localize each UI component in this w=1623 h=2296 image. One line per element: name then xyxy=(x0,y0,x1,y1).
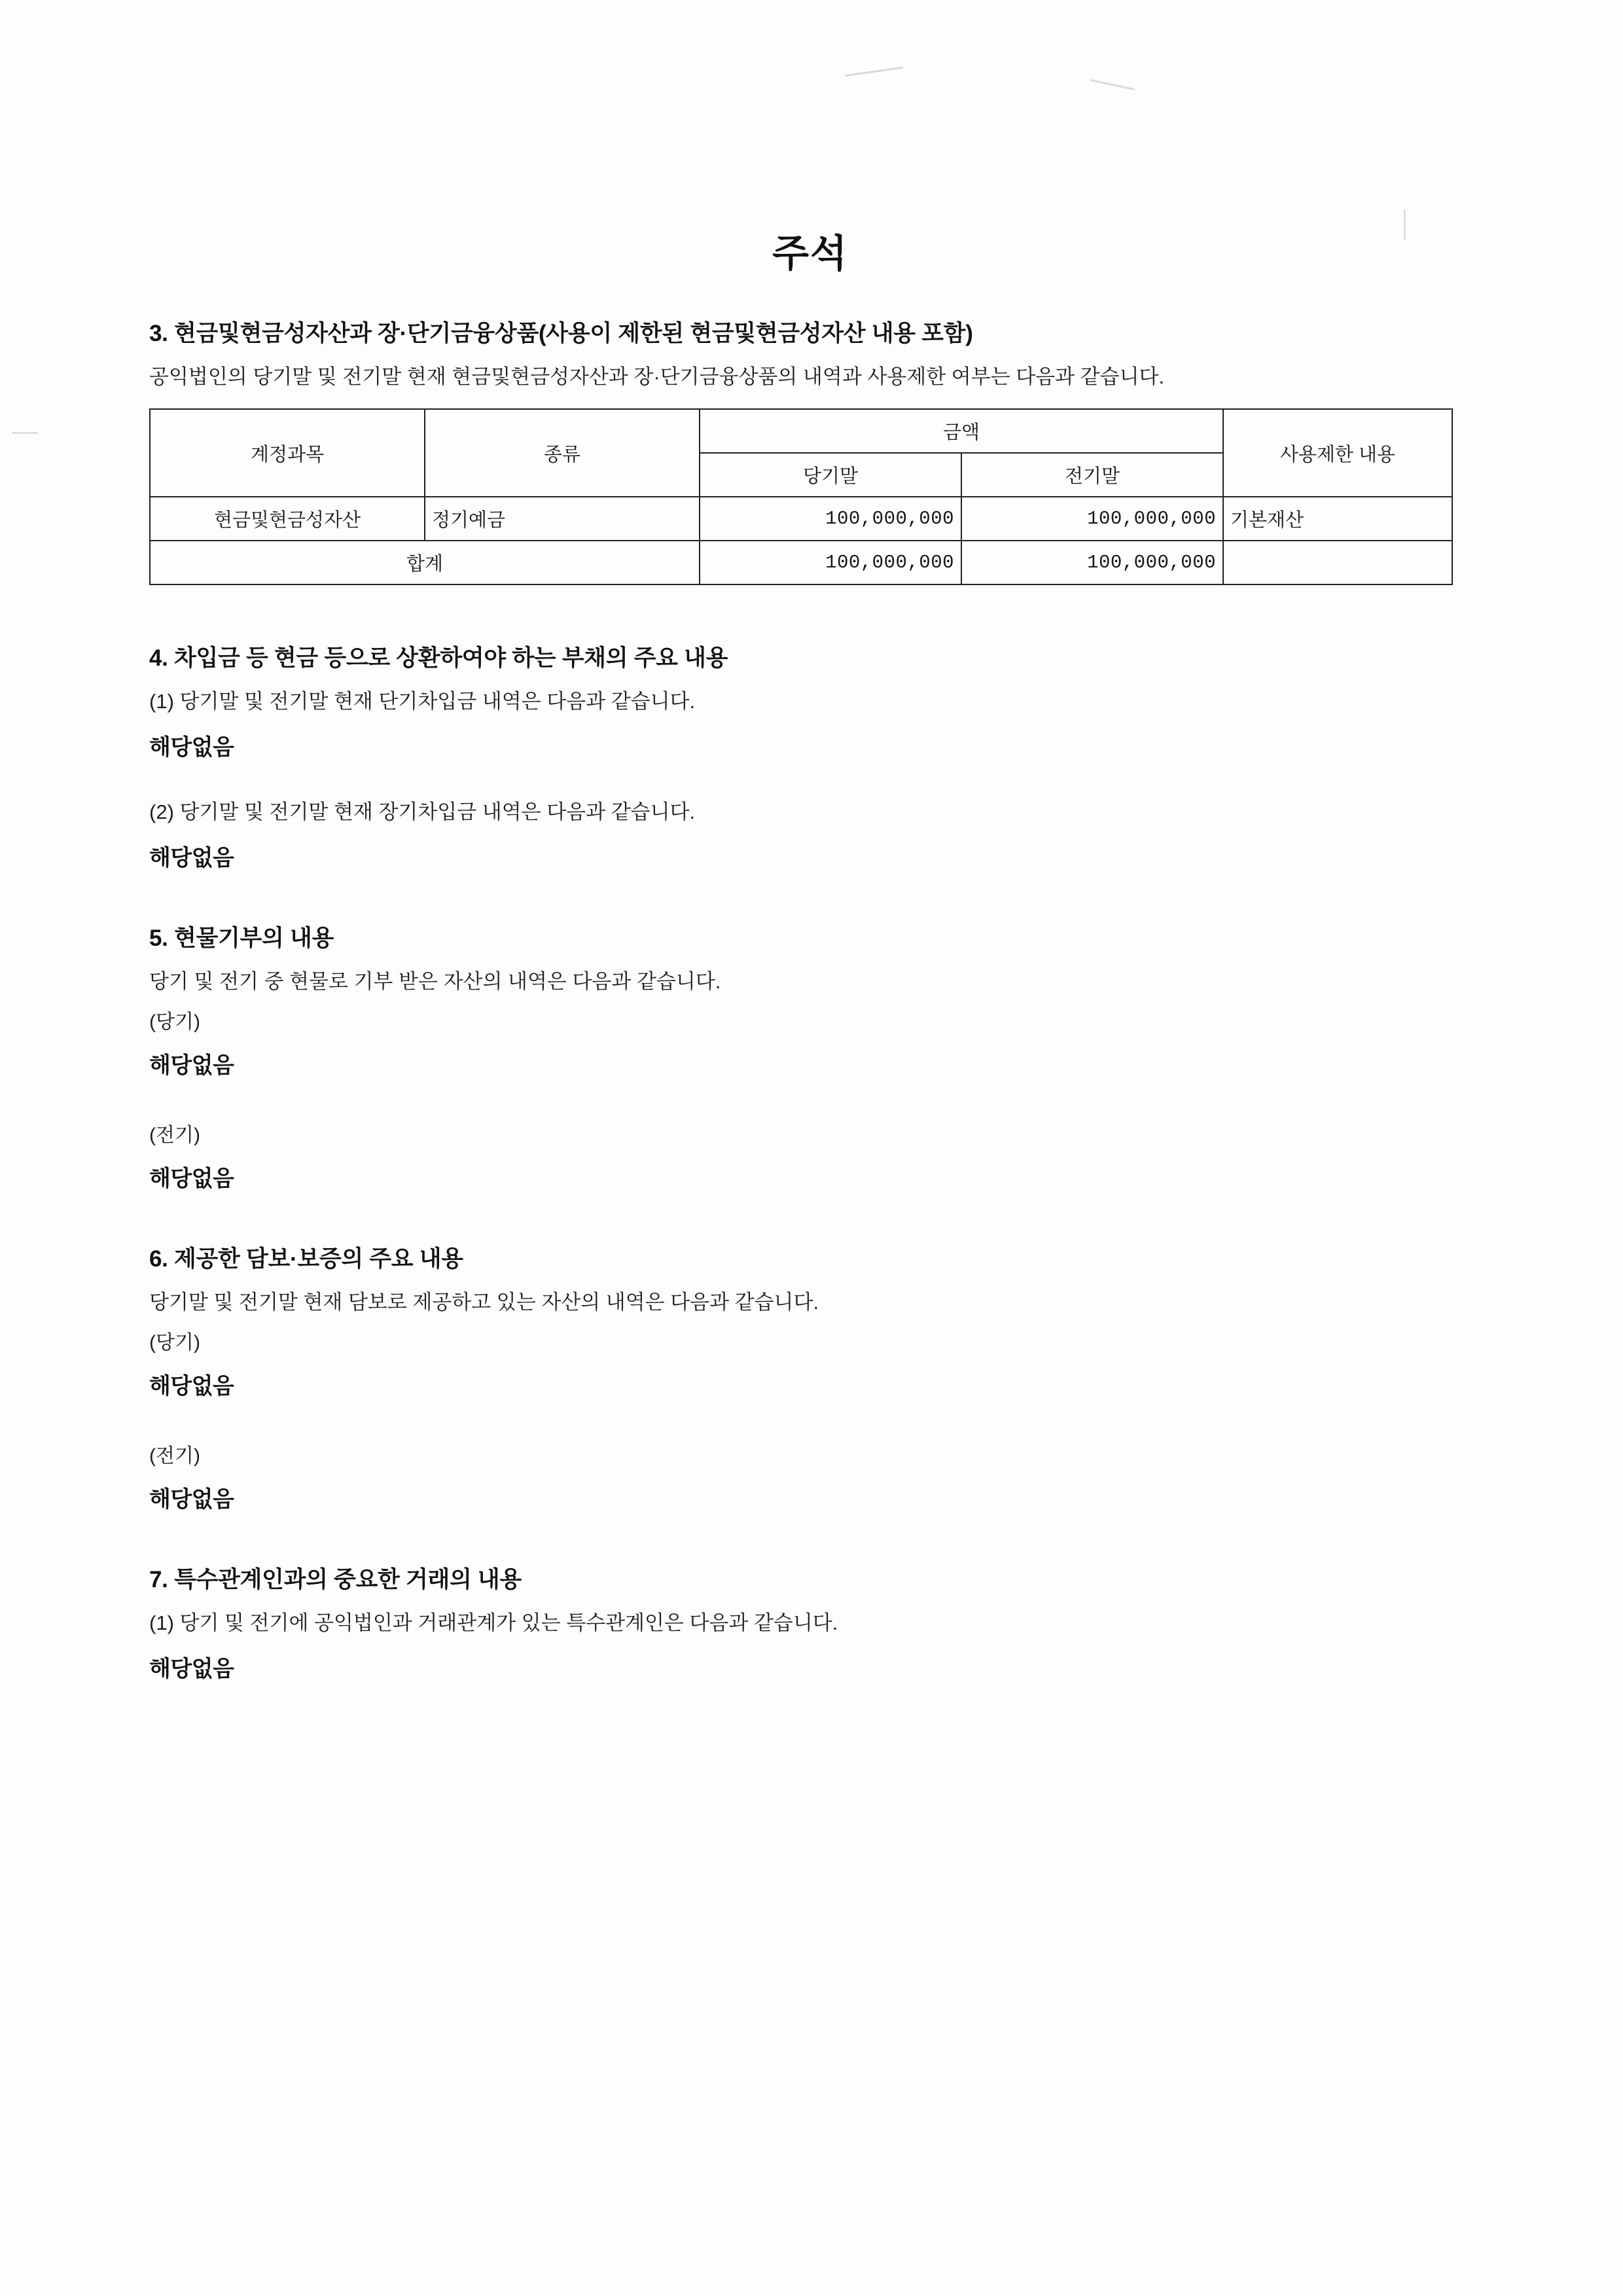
section-item-text: (2) 당기말 및 전기말 현재 장기차입금 내역은 다음과 같습니다. xyxy=(149,800,696,824)
section-item-value: 해당없음 xyxy=(149,1053,234,1079)
cell-previous-amount: 100,000,000 xyxy=(961,497,1223,541)
page-title: 주석 xyxy=(772,232,849,275)
section-heading: 7. 특수관계인과의 중요한 거래의 내용 xyxy=(149,1567,522,1593)
table-total-row xyxy=(150,541,1452,584)
section-intro-text: 당기말 및 전기말 현재 담보로 제공하고 있는 자산의 내역은 다음과 같습니다. xyxy=(149,1291,819,1314)
spacer xyxy=(149,1400,1471,1437)
scan-artifact-top-left xyxy=(844,67,903,77)
spacer xyxy=(149,761,1471,798)
cell-kind: 정기예금 xyxy=(425,497,700,541)
cash-and-financial-instruments-table xyxy=(149,408,1453,585)
cell-total-previous: 100,000,000 xyxy=(961,541,1223,584)
section-cash-and-financial-instruments xyxy=(149,315,1471,585)
cell-account: 현금및현금성자산 xyxy=(150,497,425,541)
scan-artifact-left-edge xyxy=(12,432,38,434)
table-header-current-period: 당기말 xyxy=(700,453,961,497)
document-body xyxy=(149,223,1471,1683)
section-borrowings xyxy=(149,640,1471,872)
table-header-row-1 xyxy=(150,409,1452,453)
table-header-restriction: 사용제한 내용 xyxy=(1223,409,1452,497)
spacer xyxy=(149,1079,1471,1116)
spacer xyxy=(149,872,1471,920)
cell-current-amount: 100,000,000 xyxy=(700,497,961,541)
section-item-value: 해당없음 xyxy=(149,735,234,761)
cell-restriction: 기본재산 xyxy=(1223,497,1452,541)
section-item-text: (전기) xyxy=(149,1124,200,1147)
section-item-text: (당기) xyxy=(149,1332,200,1354)
section-heading: 3. 현금및현금성자산과 장·단기금융상품(사용이 제한된 현금및현금성자산 내용 포함) xyxy=(149,321,973,346)
section-item-value: 해당없음 xyxy=(149,1166,234,1192)
section-heading: 6. 제공한 담보·보증의 주요 내용 xyxy=(149,1246,463,1272)
section-item-text: (당기) xyxy=(149,1011,200,1033)
table-header-previous-period: 전기말 xyxy=(961,453,1223,497)
section-collateral-and-guarantees xyxy=(149,1241,1471,1513)
section-item-value: 해당없음 xyxy=(149,1487,234,1513)
section-item-text: (1) 당기말 및 전기말 현재 단기차입금 내역은 다음과 같습니다. xyxy=(149,690,696,713)
section-heading: 4. 차입금 등 현금 등으로 상환하여야 하는 부채의 주요 내용 xyxy=(149,645,728,672)
spacer xyxy=(149,592,1471,640)
spacer xyxy=(149,1513,1471,1562)
cell-total-current: 100,000,000 xyxy=(700,541,961,584)
cell-total-restriction xyxy=(1223,541,1452,584)
section-in-kind-donations xyxy=(149,920,1471,1193)
cash-table-wrapper xyxy=(149,408,1471,585)
section-related-party-transactions xyxy=(149,1562,1471,1683)
table-header-amount: 금액 xyxy=(700,409,1223,453)
cell-total-label: 합계 xyxy=(150,541,700,584)
section-intro-text: 당기 및 전기 중 현물로 기부 받은 자산의 내역은 다음과 같습니다. xyxy=(149,970,721,994)
section-intro-text: 공익법인의 당기말 및 전기말 현재 현금및현금성자산과 장·단기금융상품의 내역과 사용제한 여부는 다음과 같습니다. xyxy=(149,365,1165,388)
spacer xyxy=(149,1193,1471,1241)
section-heading: 5. 현물기부의 내용 xyxy=(149,925,334,952)
table-header-kind: 종류 xyxy=(425,409,700,497)
scan-artifact-top-right xyxy=(1090,79,1135,90)
table-row xyxy=(150,497,1452,541)
section-item-value: 해당없음 xyxy=(149,846,234,871)
section-item-value: 해당없음 xyxy=(149,1374,234,1399)
section-item-text: (전기) xyxy=(149,1445,200,1467)
table-header-account: 계정과목 xyxy=(150,409,425,497)
section-item-value: 해당없음 xyxy=(149,1657,234,1682)
section-item-text: (1) 당기 및 전기에 공익법인과 거래관계가 있는 특수관계인은 다음과 같습니다. xyxy=(149,1611,838,1635)
